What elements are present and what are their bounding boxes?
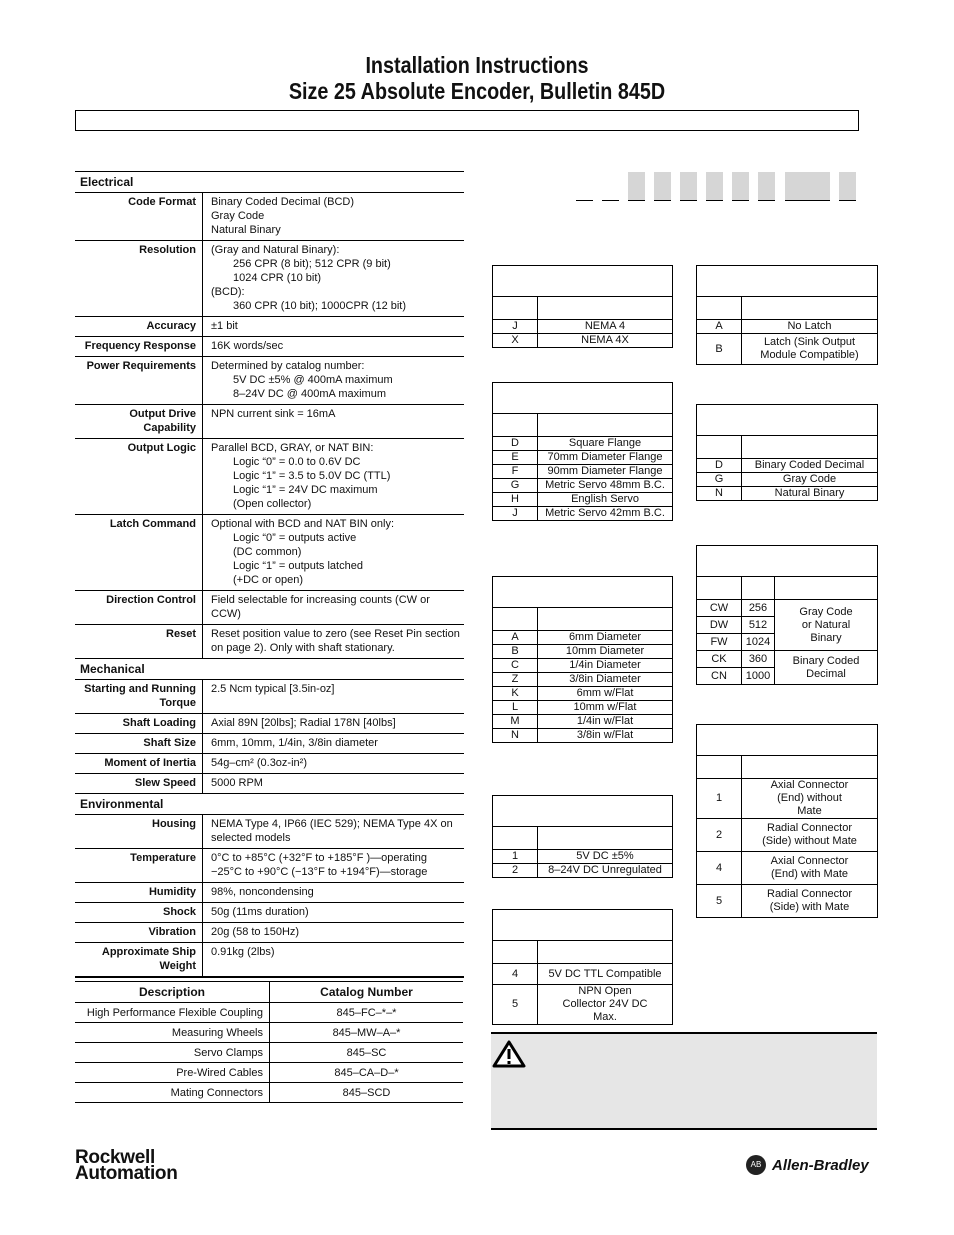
catalog-slot [706, 172, 723, 201]
output-options: 4 5V DC TTL Compatible 5 NPN Open Collector 24V DC Max. [492, 909, 673, 1025]
specifications-table [75, 171, 464, 978]
allen-bradley-logo: Allen-Bradley [772, 1157, 869, 1174]
spec-row: Shaft Loading Axial 89N [20lbs]; Radial 178N [40lbs] [75, 714, 464, 734]
spec-row: Vibration 20g (58 to 150Hz) [75, 923, 464, 943]
spec-row: Direction Control Field selectable for increasing counts (CW or CCW) [75, 591, 464, 625]
spec-row: Frequency Response 16K words/sec [75, 337, 464, 357]
supply-options: 1 5V DC ±5% 2 8–24V DC Unregulated [492, 795, 673, 878]
catalog-slot [732, 172, 749, 201]
table-row: Servo Clamps 845–SC [75, 1043, 463, 1063]
enclosure-options: J NEMA 4 X NEMA 4X [492, 265, 673, 348]
spec-row: Accuracy ±1 bit [75, 317, 464, 337]
warning-box [491, 1032, 877, 1130]
spec-row: Moment of Inertia 54g–cm² (0.3oz-in²) [75, 754, 464, 774]
title-box [75, 110, 859, 131]
spec-row: Temperature 0°C to +85°C (+32°F to +185°F )—operating −25°C to +90°C (−13°F to +194°F)—storage [75, 849, 464, 883]
table-row: Mating Connectors 845–SCD [75, 1083, 463, 1103]
rockwell-automation-logo: Rockwell Automation [75, 1147, 178, 1184]
spec-row: Housing NEMA Type 4, IP66 (IEC 529); NEMA Type 4X on selected models [75, 815, 464, 849]
accessories-header-description: Description [75, 982, 270, 1003]
table-row: High Performance Flexible Coupling 845–FC–*–* [75, 1003, 463, 1023]
accessories-table [75, 981, 463, 1103]
table-row: Measuring Wheels 845–MW–A–* [75, 1023, 463, 1043]
catalog-slot [839, 172, 856, 201]
spec-row: Humidity 98%, noncondensing [75, 883, 464, 903]
mounting-options: D Square Flange E 70mm Diameter Flange F 90mm Diameter Flange G Metric Servo 48mm B.C. H English Servo J Metric Servo 42mm B.C. [492, 382, 673, 521]
table-row: Pre-Wired Cables 845–CA–D–* [75, 1063, 463, 1083]
catalog-slot [654, 172, 671, 201]
spec-row: Shaft Size 6mm, 10mm, 1/4in, 3/8in diameter [75, 734, 464, 754]
catalog-slot [785, 172, 830, 201]
title-line-2: Size 25 Absolute Encoder, Bulletin 845D [288, 78, 666, 104]
catalog-slot [680, 172, 697, 201]
spec-row: Shock 50g (11ms duration) [75, 903, 464, 923]
resolution-options: CW 256 Gray Code or Natural Binary DW 512 FW 1024 CK 360 Binary Coded Decimal CN 1000 [696, 545, 878, 685]
spec-row: Latch Command Optional with BCD and NAT BIN only: Logic “0” = outputs active (DC common) Logic “1” = outputs latched (+DC or open) [75, 515, 464, 591]
shaft-options: A 6mm Diameter B 10mm Diameter C 1/4in Diameter Z 3/8in Diameter K 6mm w/Flat L 10mm w/Flat M 1/4in w/Flat N 3/8in w/Flat [492, 576, 673, 743]
allen-bradley-badge-icon: AB [746, 1155, 766, 1175]
spec-row: Starting and Running Torque 2.5 Ncm typical [3.5in-oz] [75, 680, 464, 714]
page-title [67, 52, 887, 104]
connector-options: 1 Axial Connector (End) without Mate 2 Radial Connector (Side) without Mate 4 Axial Connector (End) with Mate 5 Radial Connector (Side) with Mate [696, 724, 878, 918]
catalog-slot [576, 172, 593, 201]
section-mechanical: Mechanical [75, 659, 464, 680]
spec-row: Approximate Ship Weight 0.91kg (2lbs) [75, 943, 464, 978]
section-environmental: Environmental [75, 794, 464, 815]
spec-row: Power Requirements Determined by catalog number: 5V DC ±5% @ 400mA maximum 8–24V DC @ 400mA maximum [75, 357, 464, 405]
spec-row: Reset Reset position value to zero (see Reset Pin section on page 2). Only with shaft stationary. [75, 625, 464, 659]
spec-row: Slew Speed 5000 RPM [75, 774, 464, 794]
catalog-slot [602, 172, 619, 201]
code-options: D Binary Coded Decimal G Gray Code N Natural Binary [696, 404, 878, 501]
spec-row: Code Format Binary Coded Decimal (BCD) Gray Code Natural Binary [75, 193, 464, 241]
section-electrical: Electrical [75, 172, 464, 193]
spec-row: Resolution (Gray and Natural Binary): 256 CPR (8 bit); 512 CPR (9 bit) 1024 CPR (10 bit) (BCD): 360 CPR (10 bit); 1000CPR (12 bit) [75, 241, 464, 317]
warning-triangle-icon [492, 1040, 526, 1068]
latch-options: A No Latch B Latch (Sink Output Module Compatible) [696, 265, 878, 365]
title-line-1: Installation Instructions [365, 52, 589, 78]
spec-row: Output Logic Parallel BCD, GRAY, or NAT BIN: Logic “0” = 0.0 to 0.6V DC Logic “1” = 3.5 to 5.0V DC (TTL) Logic “1” = 24V DC maximum (Open collector) [75, 439, 464, 515]
spec-row: Output Drive Capability NPN current sink = 16mA [75, 405, 464, 439]
catalog-slot [758, 172, 775, 201]
accessories-header-catalog: Catalog Number [270, 982, 464, 1003]
catalog-slot [628, 172, 645, 201]
